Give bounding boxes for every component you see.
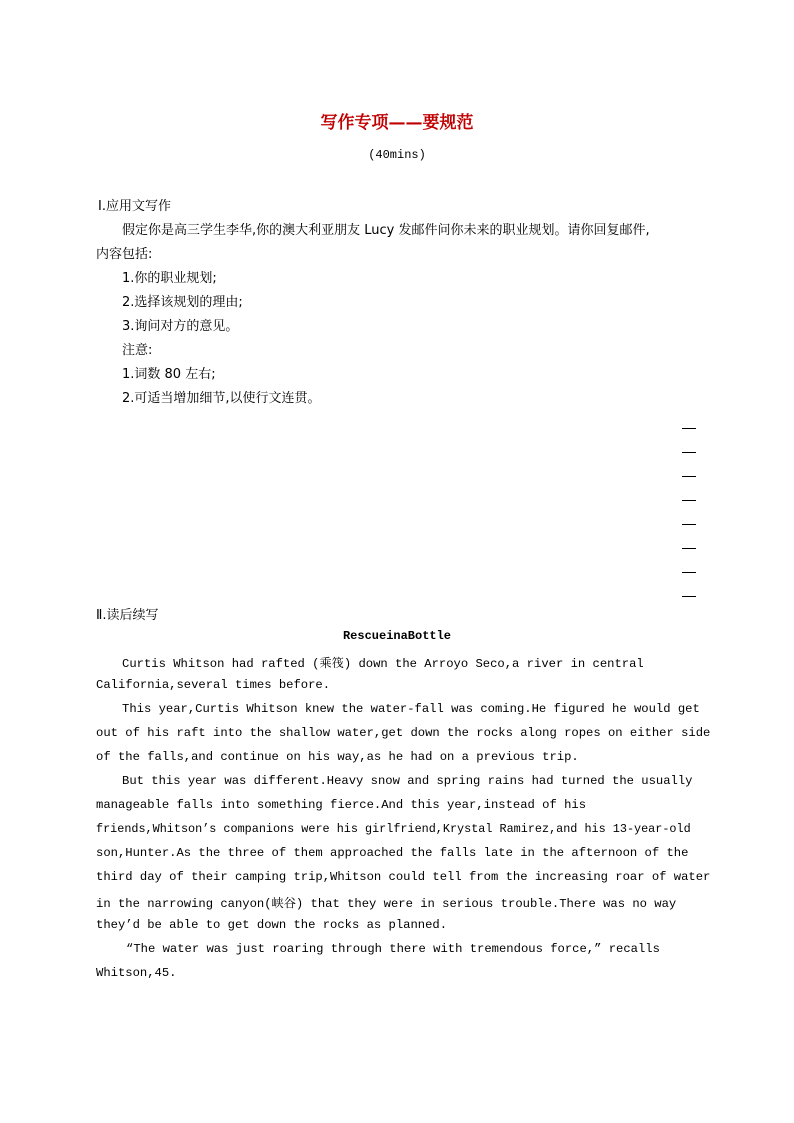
- answer-line: [682, 548, 696, 549]
- story-line: But this year was different.Heavy snow and spring rains had turned the usually: [122, 774, 693, 788]
- story-line: California,several times before.: [96, 678, 331, 692]
- page-title: 写作专项——要规范: [320, 113, 474, 133]
- story-line: out of his raft into the shallow water,get down the rocks along ropes on either side: [96, 726, 711, 740]
- notes-label: 注意:: [122, 343, 153, 358]
- story-line: son,Hunter.As the three of them approached the falls late in the afternoon of the: [96, 846, 689, 860]
- story-line: Curtis Whitson had rafted (乘筏) down the Arroyo Seco,a river in central: [122, 657, 644, 671]
- answer-line: [682, 476, 696, 477]
- story-line: in the narrowing canyon(峡谷) that they were in serious trouble.There was no way: [96, 897, 677, 911]
- time-limit: (40mins): [368, 148, 426, 162]
- story-line: “The water was just roaring through there with tremendous force,” recalls: [126, 942, 660, 956]
- requirement-item: 1.你的职业规划;: [122, 271, 217, 286]
- requirement-item: 3.询问对方的意见。: [122, 319, 239, 334]
- note-item: 1.词数 80 左右;: [122, 367, 216, 382]
- story-line: they’d be able to get down the rocks as planned.: [96, 918, 448, 932]
- story-line: Whitson,45.: [96, 966, 177, 980]
- story-line: friends,Whitson’s companions were his girlfriend,Krystal Ramirez,and his 13-year-old: [96, 822, 691, 836]
- requirement-item: 2.选择该规划的理由;: [122, 295, 243, 310]
- story-line: manageable falls into something fierce.And this year,instead of his: [96, 798, 587, 812]
- answer-line: [682, 452, 696, 453]
- answer-line: [682, 596, 696, 597]
- note-item: 2.可适当增加细节,以使行文连贯。: [122, 391, 321, 406]
- answer-line: [682, 572, 696, 573]
- story-line: third day of their camping trip,Whitson could tell from the increasing roar of water: [96, 870, 711, 884]
- section2-heading: Ⅱ.读后续写: [96, 608, 159, 623]
- answer-line: [682, 428, 696, 429]
- story-line: of the falls,and continue on his way,as he had on a previous trip.: [96, 750, 579, 764]
- story-title: RescueinaBottle: [342, 629, 452, 643]
- story-line: This year,Curtis Whitson knew the water-fall was coming.He figured he would get: [122, 702, 700, 716]
- section1-heading: Ⅰ.应用文写作: [98, 199, 171, 214]
- prompt-line-2: 内容包括:: [96, 247, 153, 262]
- answer-line: [682, 524, 696, 525]
- answer-line: [682, 500, 696, 501]
- prompt-line-1: 假定你是高三学生李华,你的澳大利亚朋友 Lucy 发邮件问你未来的职业规划。请你回复邮件,: [122, 223, 650, 238]
